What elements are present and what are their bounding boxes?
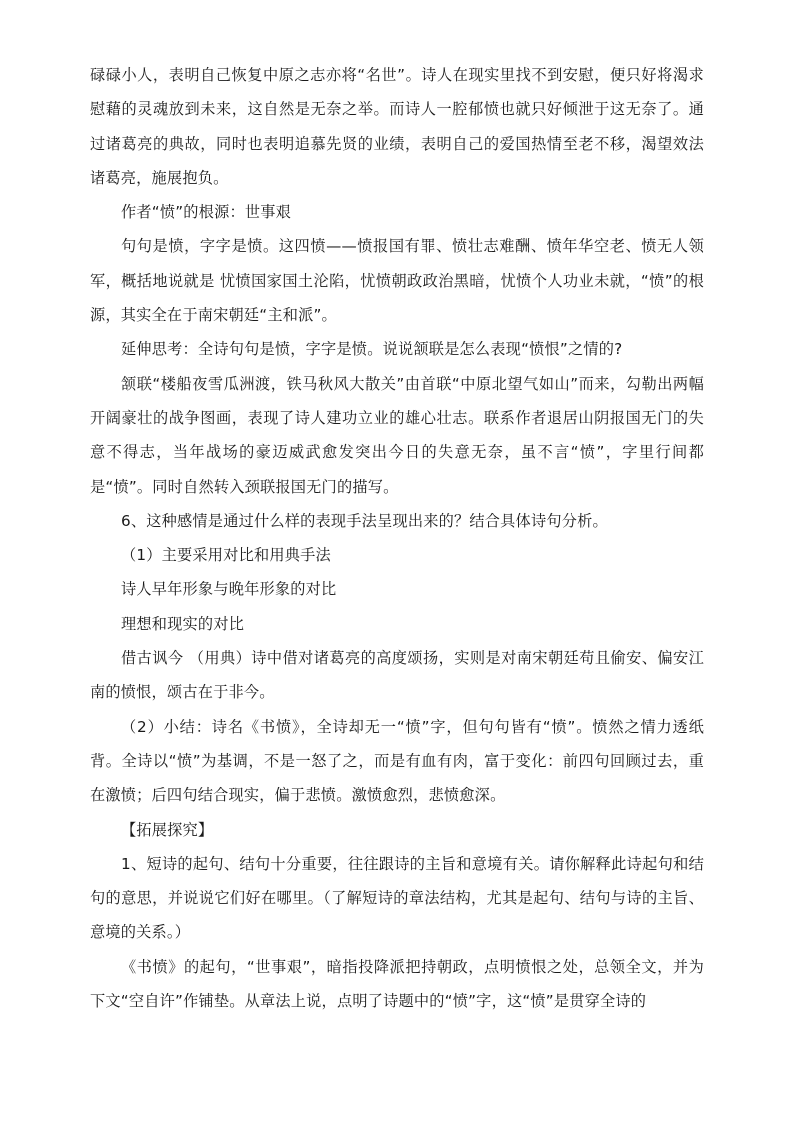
paragraph-summary: （2）小结：诗名《书愤》，全诗却无一“愤”字，但句句皆有“愤”。愤然之情力透纸背。全诗以“愤”为基调，不是一怒了之，而是有血有肉，富于变化：前四句回顾过去，重在激愤；后四句结合现实，偏于悲愤。激愤愈烈，悲愤愈深。 — [90, 717, 704, 805]
paragraph-four-angers: 句句是愤，字字是愤。这四愤——愤报国有罪、愤壮志难酬、愤年华空老、愤无人领军，概括地说就是 忧愤国家国土沦陷，忧愤朝政政治黑暗，忧愤个人功业未就，“愤”的根源，其实全在于南宋朝廷“主和派”。 — [90, 237, 704, 325]
paragraph-allusion: 借古讽今 （用典）诗中借对诸葛亮的高度颂扬，实则是对南宋朝廷苟且偷安、偏安江南的愤恨，颂古在于非今。 — [90, 649, 704, 702]
paragraph-opening-line: 《书愤》的起句，“世事艰”，暗指投降派把持朝政，点明愤恨之处，总领全文，并为下文“空自许”作铺垫。从章法上说，点明了诗题中的“愤”字，这“愤”是贯穿全诗的 — [90, 957, 704, 1011]
paragraph-heading-root-cause: 作者“愤”的根源：世事艰 — [121, 203, 292, 222]
paragraph-contrast-ideal: 理想和现实的对比 — [121, 614, 245, 633]
paragraph-contrast-image: 诗人早年形象与晚年形象的对比 — [121, 580, 337, 599]
paragraph-question-1: 1、短诗的起句、结句十分重要，往往跟诗的主旨和意境有关。请你解释此诗起句和结句的意思，并说说它们好在哪里。（了解短诗的章法结构，尤其是起句、结句与诗的主旨、意境的关系。） — [90, 854, 704, 942]
paragraph-technique-1: （1）主要采用对比和用典手法 — [121, 546, 331, 565]
paragraph-extended-thinking: 延伸思考：全诗句句是愤，字字是愤。说说颔联是怎么表现“愤恨”之情的? — [121, 340, 623, 359]
paragraph-heading-extension: 【拓展探究】 — [121, 820, 214, 839]
document-body — [90, 58, 704, 1018]
paragraph-1: 碌碌小人，表明自己恢复中原之志亦将“名世”。诗人在现实里找不到安慰，便只好将渴求慰藉的灵魂放到未来，这自然是无奈之举。而诗人一腔郁愤也就只好倾泄于这无奈了。通过诸葛亮的典故，同时也表明追慕先贤的业绩，表明自己的爱国热情至老不移，渴望效法诸葛亮，施展抱负。 — [90, 66, 704, 187]
paragraph-couplet-analysis: 颔联“楼船夜雪瓜洲渡，铁马秋风大散关”由首联“中原北望气如山”而来，勾勒出两幅开阔豪壮的战争图画，表现了诗人建功立业的雄心壮志。联系作者退居山阴报国无门的失意不得志，当年战场的豪迈威武愈发突出今日的失意无奈，虽不言“愤”，字里行间都是“愤”。同时自然转入颈联报国无门的描写。 — [90, 374, 704, 496]
paragraph-question-6: 6、这种感情是通过什么样的表现手法呈现出来的？结合具体诗句分析。 — [121, 511, 608, 530]
